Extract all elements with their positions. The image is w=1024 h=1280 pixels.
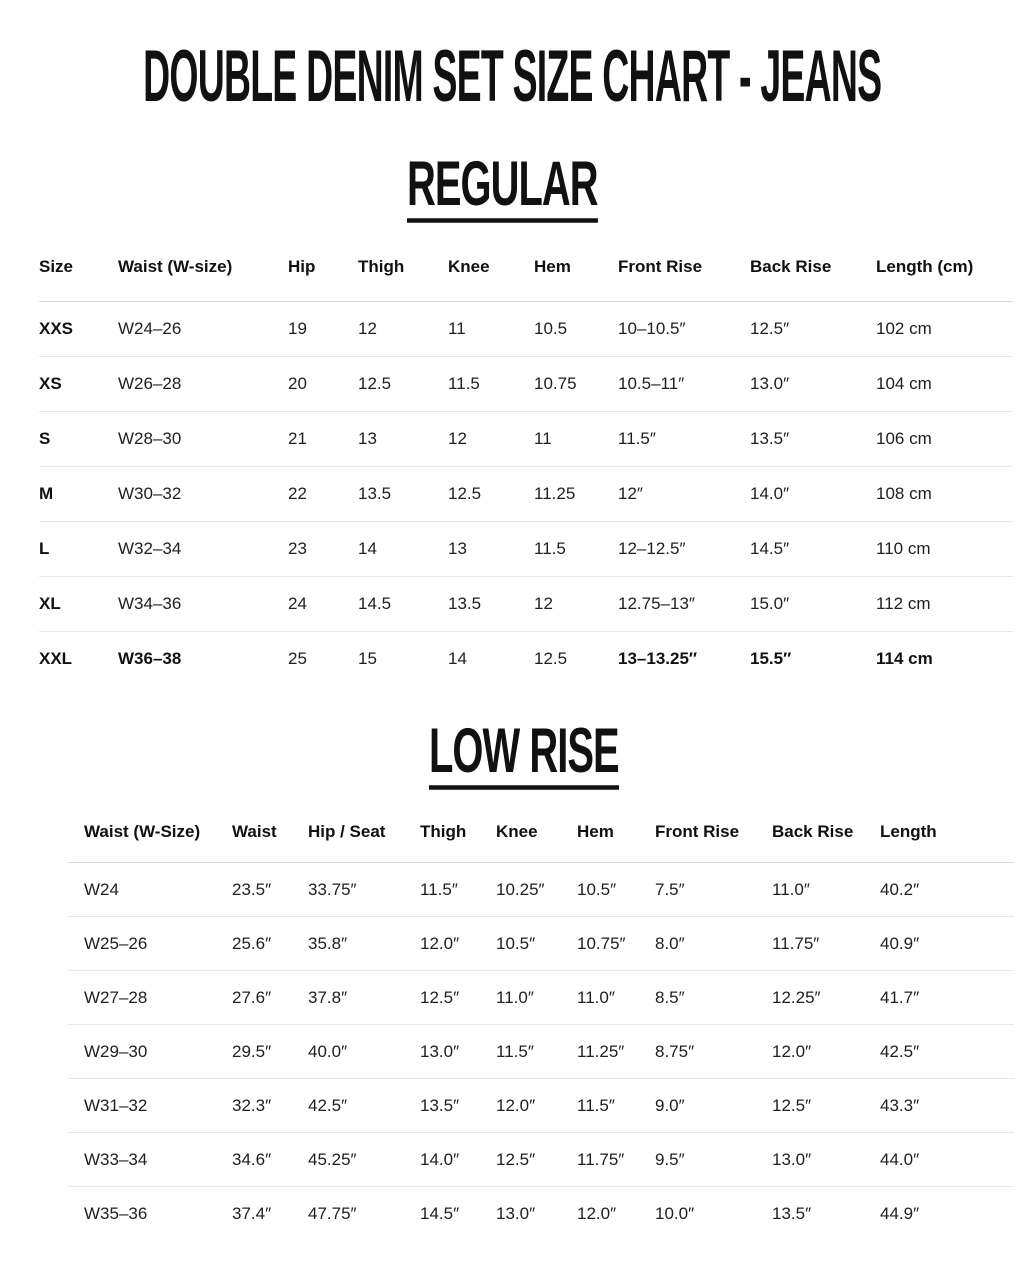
cell: 14.0″: [750, 467, 876, 522]
cell: 10.75″: [577, 917, 655, 971]
cell: 14.5: [358, 577, 448, 632]
cell: 15.5″: [750, 649, 792, 669]
page-title-text: DOUBLE DENIM SET SIZE CHART - JEANS: [142, 36, 882, 118]
column-header: Length: [880, 820, 1014, 863]
cell: 14.0″: [420, 1133, 496, 1187]
header-row: [39, 255, 1013, 302]
cell: 102 cm: [876, 302, 1013, 357]
cell: XXS: [39, 302, 118, 357]
cell: 12.25″: [772, 971, 880, 1025]
cell: W33–34: [68, 1133, 232, 1187]
cell: 21: [288, 412, 358, 467]
cell: 8.75″: [655, 1025, 772, 1079]
cell: 10.25″: [496, 863, 577, 917]
cell: 12: [358, 302, 448, 357]
cell: 12.5″: [772, 1079, 880, 1133]
table-row: [39, 412, 1013, 467]
table-row: [68, 1079, 1014, 1133]
cell: 14: [448, 649, 467, 669]
cell: XS: [39, 357, 118, 412]
table-row: [68, 1025, 1014, 1079]
cell: 15.0″: [750, 577, 876, 632]
cell: 20: [288, 357, 358, 412]
cell: 110 cm: [876, 522, 1013, 577]
cell: 12.75–13″: [618, 577, 750, 632]
cell: 22: [288, 467, 358, 522]
cell: S: [39, 412, 118, 467]
table-row: [39, 632, 1013, 687]
cell: 11.5″: [420, 863, 496, 917]
cell: 106 cm: [876, 412, 1013, 467]
cell: 13.5″: [420, 1079, 496, 1133]
cell: 11.0″: [577, 971, 655, 1025]
cell: 35.8″: [308, 917, 420, 971]
column-header: Hem: [534, 255, 618, 302]
cell: 12.5″: [750, 302, 876, 357]
cell: 11: [448, 302, 534, 357]
cell: W30–32: [118, 467, 288, 522]
cell: 9.5″: [655, 1133, 772, 1187]
cell: 8.0″: [655, 917, 772, 971]
cell: 11.0″: [496, 971, 577, 1025]
column-header: Waist (W-size): [118, 255, 288, 302]
cell: 13.5″: [750, 412, 876, 467]
column-header: Front Rise: [618, 255, 750, 302]
cell: 112 cm: [876, 577, 1013, 632]
cell: 108 cm: [876, 467, 1013, 522]
cell: 42.5″: [880, 1025, 1014, 1079]
cell: 40.9″: [880, 917, 1014, 971]
cell: 10–10.5″: [618, 302, 750, 357]
cell: 45.25″: [308, 1133, 420, 1187]
cell: 11.25″: [577, 1025, 655, 1079]
regular-section-heading: [0, 147, 1024, 219]
column-header: Size: [39, 255, 118, 302]
cell: L: [39, 522, 118, 577]
table-row: [39, 577, 1013, 632]
cell: 23: [288, 522, 358, 577]
cell: 14: [358, 522, 448, 577]
cell: 11.5″: [618, 412, 750, 467]
cell: 10.5: [534, 302, 618, 357]
column-header: Hem: [577, 820, 655, 863]
cell: M: [39, 467, 118, 522]
cell: 12.0″: [772, 1025, 880, 1079]
cell: 23.5″: [232, 863, 308, 917]
cell: 15: [358, 649, 377, 669]
cell: 14.5″: [420, 1203, 460, 1223]
cell: 24: [288, 577, 358, 632]
table-row: [68, 1133, 1014, 1187]
cell: 12–12.5″: [618, 522, 750, 577]
cell: 13.5: [448, 577, 534, 632]
cell: 10.5–11″: [618, 357, 750, 412]
cell: 40.0″: [308, 1025, 420, 1079]
cell: 7.5″: [655, 863, 772, 917]
cell: 11.5″: [577, 1079, 655, 1133]
column-header: Hip / Seat: [308, 820, 420, 863]
column-header: Thigh: [358, 255, 448, 302]
cell: W31–32: [68, 1079, 232, 1133]
cell: 10.0″: [655, 1203, 695, 1223]
cell: 13: [448, 522, 534, 577]
column-header: Length (cm): [876, 255, 1013, 302]
cell: 11.0″: [772, 863, 880, 917]
cell: 13.0″: [420, 1025, 496, 1079]
cell: 12.5″: [496, 1133, 577, 1187]
table-row: [39, 357, 1013, 412]
cell: 13.0″: [750, 357, 876, 412]
cell: 27.6″: [232, 971, 308, 1025]
cell: W28–30: [118, 412, 288, 467]
cell: 11.5: [534, 522, 618, 577]
cell: 12.5: [534, 649, 568, 669]
cell: XL: [39, 577, 118, 632]
cell: 9.0″: [655, 1079, 772, 1133]
cell: W27–28: [68, 971, 232, 1025]
cell: W29–30: [68, 1025, 232, 1079]
cell: 32.3″: [232, 1079, 308, 1133]
page-title: [0, 36, 1024, 118]
cell: 11.75″: [577, 1133, 655, 1187]
cell: 12: [448, 412, 534, 467]
cell: 41.7″: [880, 971, 1014, 1025]
cell: 12.0″: [496, 1079, 577, 1133]
cell: 114 cm: [876, 649, 933, 669]
cell: XXL: [39, 649, 73, 669]
regular-heading-text: REGULAR: [407, 152, 598, 223]
table-row: [39, 522, 1013, 577]
table-row: [39, 467, 1013, 522]
cell: 19: [288, 302, 358, 357]
cell: 25: [288, 649, 307, 669]
cell: 12.0″: [577, 1203, 617, 1223]
column-header: Knee: [496, 820, 577, 863]
cell: 13.0″: [496, 1203, 536, 1223]
cell: W36–38: [118, 649, 182, 669]
low-rise-heading-text: LOW RISE: [429, 719, 619, 790]
cell: 37.4″: [232, 1203, 272, 1223]
cell: W25–26: [68, 917, 232, 971]
cell: 11.25: [534, 467, 618, 522]
cell: W24: [68, 863, 232, 917]
header-row: [68, 820, 1014, 863]
low-rise-section-heading: [0, 714, 1024, 786]
cell: 11: [534, 412, 618, 467]
cell: 11.5: [448, 357, 534, 412]
cell: 13–13.25″: [618, 649, 698, 669]
cell: 29.5″: [232, 1025, 308, 1079]
cell: W34–36: [118, 577, 288, 632]
cell: 12.5: [448, 467, 534, 522]
column-header: Front Rise: [655, 820, 772, 863]
column-header: Waist (W-Size): [68, 820, 232, 863]
cell: 12.5″: [420, 971, 496, 1025]
cell: 10.5″: [577, 863, 655, 917]
cell: 13.5: [358, 467, 448, 522]
cell: 42.5″: [308, 1079, 420, 1133]
cell: 8.5″: [655, 971, 772, 1025]
cell: 12.0″: [420, 917, 496, 971]
cell: 14.5″: [750, 522, 876, 577]
cell: W26–28: [118, 357, 288, 412]
table-row: [68, 1187, 1014, 1241]
cell: 12: [534, 577, 618, 632]
cell: 13: [358, 412, 448, 467]
cell: 10.75: [534, 357, 618, 412]
cell: 33.75″: [308, 863, 420, 917]
cell: 44.0″: [880, 1133, 1014, 1187]
column-header: Hip: [288, 255, 358, 302]
column-header: Back Rise: [750, 255, 876, 302]
cell: 11.5″: [496, 1025, 577, 1079]
cell: W24–26: [118, 302, 288, 357]
cell: 11.75″: [772, 917, 880, 971]
cell: 44.9″: [880, 1203, 920, 1223]
cell: 25.6″: [232, 917, 308, 971]
table-row: [39, 302, 1013, 357]
cell: 12″: [618, 467, 750, 522]
cell: 40.2″: [880, 863, 1014, 917]
table-row: [68, 917, 1014, 971]
cell: 10.5″: [496, 917, 577, 971]
cell: 104 cm: [876, 357, 1013, 412]
cell: 12.5: [358, 357, 448, 412]
cell: W32–34: [118, 522, 288, 577]
cell: 37.8″: [308, 971, 420, 1025]
cell: 43.3″: [880, 1079, 1014, 1133]
column-header: Thigh: [420, 820, 496, 863]
table-row: [68, 971, 1014, 1025]
table-row: [68, 863, 1014, 917]
cell: 34.6″: [232, 1133, 308, 1187]
cell: W35–36: [84, 1203, 148, 1223]
column-header: Waist: [232, 820, 308, 863]
column-header: Back Rise: [772, 820, 880, 863]
regular-size-table: [39, 255, 1013, 687]
cell: 47.75″: [308, 1203, 357, 1223]
cell: 13.5″: [772, 1203, 812, 1223]
cell: 13.0″: [772, 1133, 880, 1187]
column-header: Knee: [448, 255, 534, 302]
low-rise-size-table: [68, 820, 1014, 1241]
